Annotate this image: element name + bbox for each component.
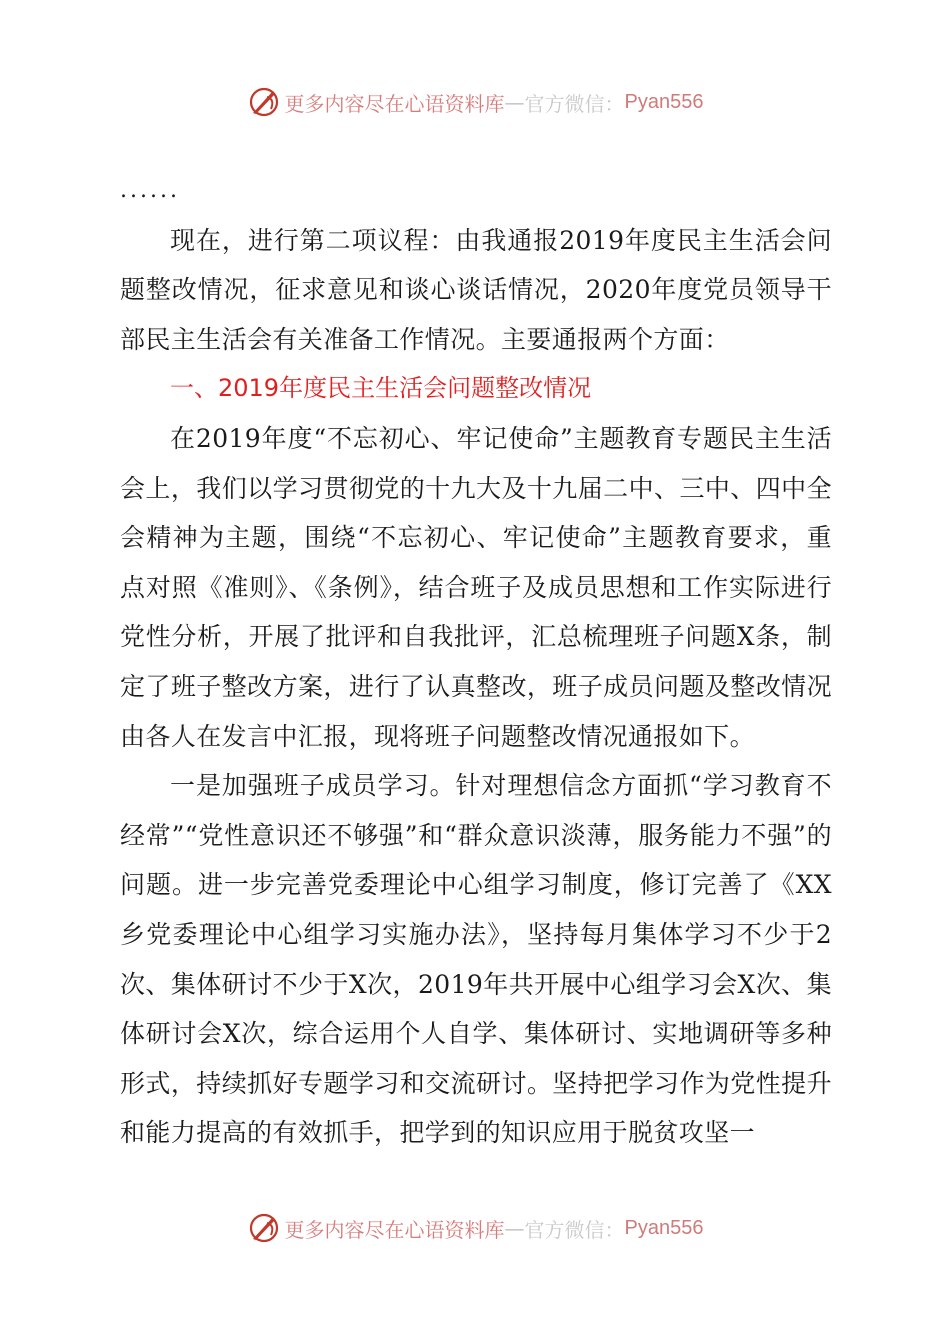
watermark-dash: —	[504, 90, 525, 114]
watermark-sub-text: 官方微信：	[524, 1217, 625, 1242]
watermark-id: Pyan556	[624, 1216, 704, 1239]
document-body	[120, 166, 832, 1158]
section-heading-1: 一、2019年度民主生活会问题整改情况	[170, 374, 592, 403]
watermark-id: Pyan556	[624, 90, 704, 113]
ellipsis: ......	[120, 178, 180, 203]
watermark-main-text: 更多内容尽在心语资料库	[284, 91, 505, 116]
quill-logo-icon	[247, 85, 281, 119]
paragraph-2: 一是加强班子成员学习。针对理想信念方面抓“学习教育不经常”“党性意识还不够强”和“群众意识淡薄，服务能力不强”的问题。进一步完善党委理论中心组学习制度，修订完善了《XX乡党委理论中心组学习实施办法》，坚持每月集体学习不少于2次、集体研讨不少于X次，2019年共开展中心组学习会X次、集体研讨会X次，综合运用个人自学、集体研讨、实地调研等多种形式，持续抓好专题学习和交流研讨。坚持把学习作为党性提升和能力提高的有效抓手，把学到的知识应用于脱贫攻坚一	[120, 771, 832, 1148]
paragraph-1: 在2019年度“不忘初心、牢记使命”主题教育专题民主生活会上，我们以学习贯彻党的十九大及十九届二中、三中、四中全会精神为主题，围绕“不忘初心、牢记使命”主题教育要求，重点对照《准则》、《条例》，结合班子及成员思想和工作实际进行党性分析，开展了批评和自我批评，汇总梳理班子问题X条，制定了班子整改方案，进行了认真整改，班子成员问题及整改情况由各人在发言中汇报，现将班子问题整改情况通报如下。	[120, 423, 832, 751]
watermark-sub-text: 官方微信：	[524, 91, 625, 116]
quill-logo-icon	[247, 1211, 281, 1245]
footer-watermark	[0, 1208, 950, 1248]
watermark-dash: —	[504, 1216, 525, 1240]
intro-paragraph: 现在，进行第二项议程：由我通报2019年度民主生活会问题整改情况，征求意见和谈心谈话情况，2020年度党员领导干部民主生活会有关准备工作情况。主要通报两个方面：	[120, 225, 832, 354]
watermark-main-text: 更多内容尽在心语资料库	[284, 1217, 505, 1242]
header-watermark	[0, 82, 950, 122]
